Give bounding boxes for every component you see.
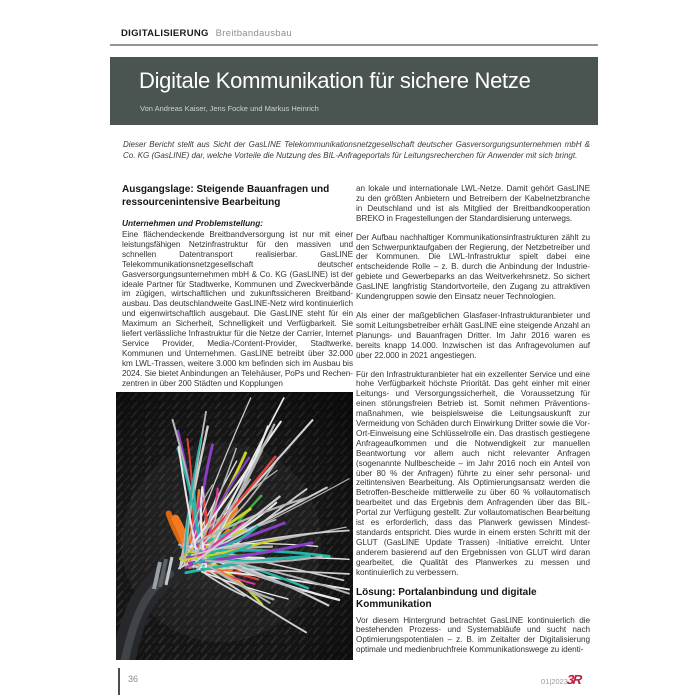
body-paragraph: Als einer der maßgeblichen Glasfaser-Infrastrukturanbieter und somit Leitungsbetreiber erhält GasLINE eine steigende Anzahl an Planungs- und Bauanfragen Dritter. Im Jahr 2016 waren es bereits knapp 14.000. Inzwischen ist das Anfragevolumen auf über 22.000 in 2021 angestiegen.	[356, 310, 590, 360]
section-heading-loesung: Lösung: Portalanbindung und digitale Kommunikation	[356, 586, 537, 611]
article-title: Digitale Kommunikation für sichere Netze	[139, 68, 531, 93]
section-heading-ausgangslage: Ausgangslage: Steigende Bauanfragen und ressourcenintensive Bearbeitung	[122, 184, 330, 208]
kicker-topic: Breitbandausbau	[215, 28, 293, 39]
fiber-cable-photo	[116, 392, 353, 660]
right-column	[356, 184, 590, 655]
issue-date: 01|2023	[541, 677, 568, 686]
magazine-logo: 3R	[566, 672, 582, 687]
body-paragraph: Der Aufbau nachhaltiger Kommunikationsinfrastrukturen zählt zu den Schwerpunktaufgaben der Regierung, der Netzbetreiber und der Kommunen. Die LWL-Infrastruktur spielt dabei eine entscheidende Rolle – z. B. durch die Anbindung der Industriegebiete und Gewerbeparks an das Weitverkehrsnetz. So sichert GasLINE langfristig Standortvorteile, den Zugang zu attraktiven Kundengruppen sowie den Einsatz neuer Technologien.	[356, 232, 590, 302]
fiber-cable-illustration	[116, 392, 353, 660]
article-title-bar	[110, 57, 598, 125]
footer-divider	[118, 668, 120, 695]
body-paragraph: Vor diesem Hintergrund betrachtet GasLINE kontinuierlich die bestehenden Prozess- und Systemabläufe und sucht nach Optimierungspotentialen – z. B. im Zeitalter der Digitalisierung optimale und medienbruchfreie Kommunikationswege zu identi-	[356, 615, 590, 655]
body-paragraph: Eine flächendeckende Breitbandversorgung ist nur mit einer leistungsfähigen Netzinfrastruktur für den massiven und schnellen Datentransport realisierbar. GasLINE Telekommunikationsnetzgesellschaft deutscher Gasversorgungsunternehmen mbH & Co. KG (GasLINE) ist der ideale Partner für Stadtwerke, Kommunen und Zweckverbände im zügigen, wirtschaftlichen und zukunftssicheren Breitbandausbau. Das deutschlandweite GasLINE-Netz wird kontinuierlich und eigenwirtschaftlich ausgebaut. Die GasLINE steht für ein Maximum an Sicherheit, Schnelligkeit und Verfügbarkeit. Sie liefert verlässliche Infrastruktur für die Netze der Carrier, Internet Service Provider, Media-/Content-Provider, Stadtwerke, Kommunen und Unternehmen. GasLINE betreibt über 32.000 km LWL-Trassen, weitere 3.000 km befinden sich im Ausbau bis 2024. Sie bietet Anbindungen an Telehäuser, PoPs und Rechenzentren in über 200 Städten und Kopplungen	[122, 230, 353, 388]
body-paragraph: an lokale und internationale LWL-Netze. Damit gehört GasLINE zu den größten Anbietern und Betreibern der Kabelnetzbranche in Deutschland und ist als Mitglied der Breitbandkooperation BREKO in Fragestellungen der Standardisierung unterwegs.	[356, 184, 590, 223]
section-kicker	[121, 28, 292, 39]
subheading-problemstellung: Unternehmen und Problemstellung:	[122, 218, 264, 228]
page-number: 36	[128, 674, 139, 684]
kicker-category: DIGITALISIERUNG	[121, 28, 209, 39]
body-paragraph: Für den Infrastrukturanbieter hat ein exzellenter Service und eine hohe Verfügbarkeit höchste Priorität. Das geht einher mit einer Leitungs- und Versorgungssicherheit, die Voraussetzung für einen störungsfreien Betrieb ist. Somit nehmen Präventionsmaßnahmen, wie beispielsweise die Leitungsauskunft zur Vermeidung von Schäden durch Einwirkung Dritter sowie die Vor-Ort-Einweisung eine Schlüsselrolle ein. Das drastisch gestiegene Anfrageaufkommen und die Notwendigkeit zur manuellen Beantwortung vor allem auch nicht relevanter Anfragen (sogenannte Nullbescheide – im Jahr 2016 noch ein Anteil von über 80 % der Anfragen) führte zu einer sehr personal- und zeitintensiven Bearbeitung. Als Optimierungsansatz werden die Betroffen-Bescheide mittlerweile zu über 60 % vollautomatisch bearbeitet und das Ergebnis dem Anfragenden über das BIL-Portal zur Verfügung gestellt. Zur vollautomatischen Bearbeitung ist es erforderlich, dass das Planwerk gewissen Mindeststandards entspricht. Dies wurde in einem ersten Schritt mit der GLUT (GasLINE Update Trassen) -Initiative erreicht. Unter anderem basierend auf den Ergebnissen von GLUT wird daran gearbeitet, die Qualität des Planwerkes zu messen und kontinuierlich zu verbessern.	[356, 369, 591, 577]
article-byline: Von Andreas Kaiser, Jens Focke und Markus Heinrich	[140, 104, 319, 113]
header-rule	[110, 44, 598, 46]
left-column	[122, 184, 353, 389]
article-abstract: Dieser Bericht stellt aus Sicht der GasLINE Telekommunikationsnetzgesellschaft deutscher Gasversorgungsunternehmen mbH & Co. KG (GasLINE) dar, welche Vorteile die Nutzung des BIL-Anfrageportals für Leitungsrecherchen für Anwender mit sich bringt.	[123, 140, 590, 160]
